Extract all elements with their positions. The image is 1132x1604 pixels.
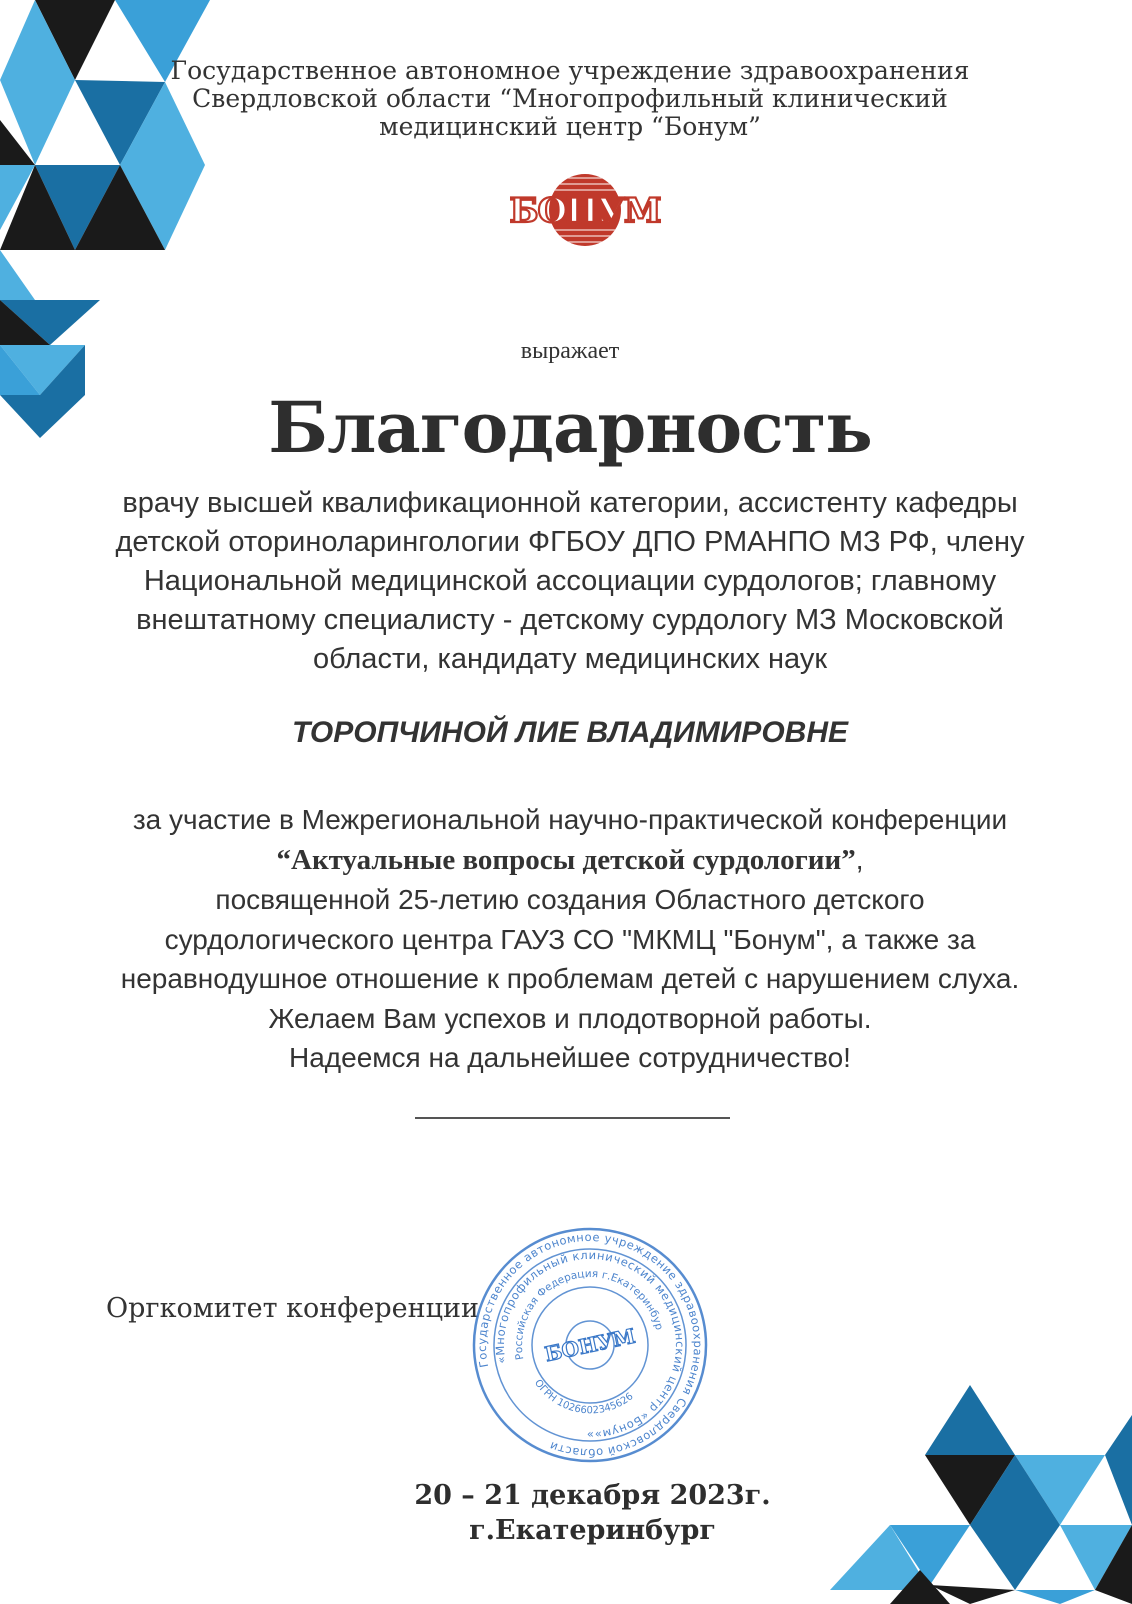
recipient-line: Национальной медицинской ассоциации сурдологов; главному xyxy=(143,565,997,597)
stamp-federation-text: Российская Федерация г.Екатеринбург xyxy=(512,1267,666,1361)
conference-suffix: , xyxy=(855,843,864,875)
bonum-logo xyxy=(480,172,690,248)
recipient-line: детской оториноларингологии ФГБОУ ДПО РМАНПО МЗ РФ, члену xyxy=(115,526,1025,558)
event-date-block xyxy=(400,1478,785,1548)
gratitude-body xyxy=(60,800,1080,1078)
signature-line xyxy=(415,1117,730,1119)
expresses-text: выражает xyxy=(520,338,620,364)
stamp-logo-text: БОНУМ xyxy=(542,1323,638,1367)
stamp-ogrn-text: ОГРН 1026602345626 xyxy=(531,1377,636,1417)
header-line-1: Государственное автономное учреждение здравоохранения xyxy=(170,56,970,85)
header-line-3: медицинский центр “Бонум” xyxy=(379,112,761,141)
body-line-4: сурдологического центра ГАУЗ СО "МКМЦ "Бонум", а также за xyxy=(164,923,976,955)
conference-name: “Актуальные вопросы детской сурдологии” xyxy=(276,843,856,876)
conference-line xyxy=(60,840,1080,881)
triangle-decoration-bottom-right xyxy=(830,1385,1132,1604)
body-line-3: посвященной 25-летию создания Областного детского xyxy=(215,884,925,915)
body-line-1: за участие в Межрегиональной научно-практической конференции xyxy=(132,804,1008,835)
stamp-inner-text: «Многопрофильный клинический медицинский центр «Бонум»» xyxy=(492,1247,688,1442)
header-line-2: Свердловской области “Многопрофильный клинический xyxy=(192,84,948,113)
recipient-description xyxy=(60,484,1080,679)
certificate-title: Благодарность xyxy=(268,386,872,469)
event-city: г.Екатеринбург xyxy=(469,1515,716,1546)
body-line-6: Желаем Вам успехов и плодотворной работы. xyxy=(268,1002,872,1034)
logo-text: БОНУМ xyxy=(509,191,661,231)
recipient-name: ТОРОПЧИНОЙ ЛИЕ ВЛАДИМИРОВНЕ xyxy=(292,716,848,749)
event-date: 20 – 21 декабря 2023г. xyxy=(414,1480,771,1511)
official-stamp xyxy=(470,1225,710,1465)
signature-label: Оргкомитет конференции xyxy=(106,1293,479,1324)
body-line-7: Надеемся на дальнейшее сотрудничество! xyxy=(289,1042,851,1073)
recipient-line: внештатному специалисту - детскому сурдологу МЗ Московской xyxy=(136,604,1004,636)
institution-header xyxy=(150,57,990,141)
recipient-line: области, кандидату медицинских наук xyxy=(312,643,828,675)
recipient-line: врачу высшей квалификационной категории, ассистенту кафедры xyxy=(122,487,1018,519)
stamp-outer-text: Государственное автономное учреждение здравоохранения Свердловской области xyxy=(474,1229,706,1461)
body-line-5: неравнодушное отношение к проблемам детей с нарушением слуха. xyxy=(120,963,1020,994)
